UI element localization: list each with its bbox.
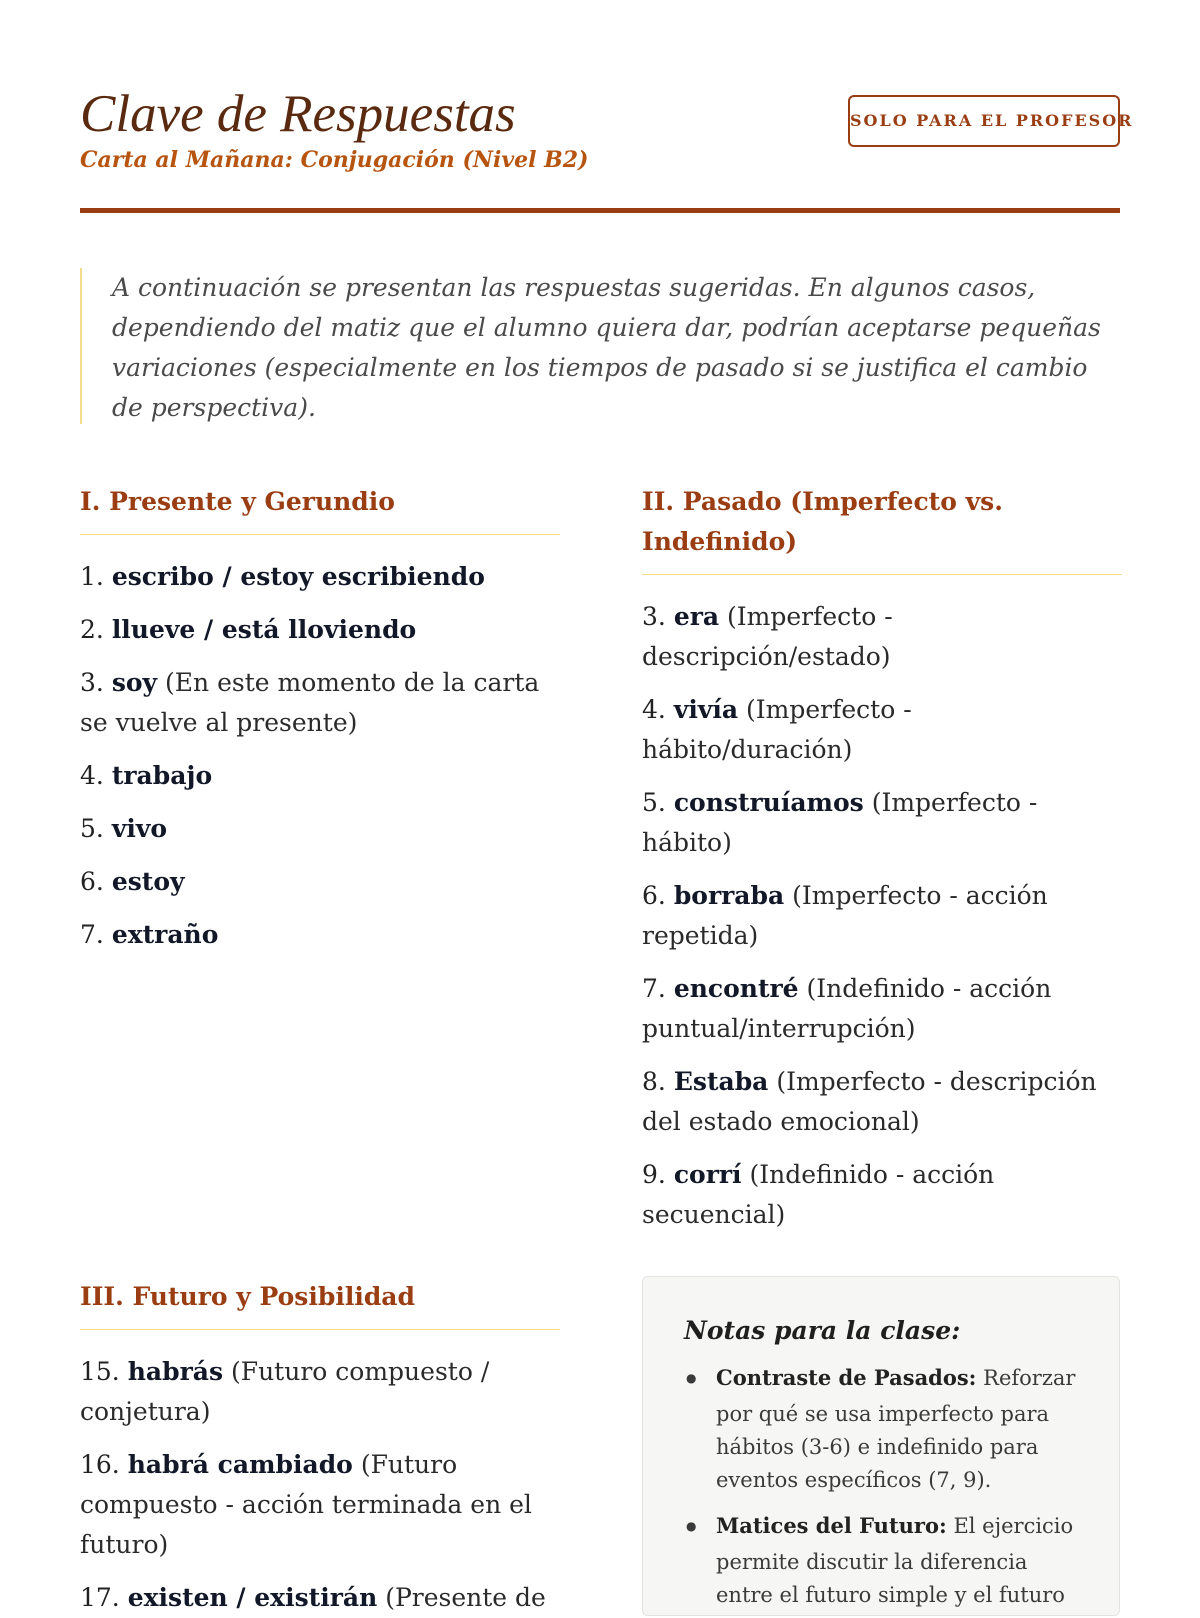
answer-list: [642, 597, 1122, 1235]
answer-text: habrá cambiado: [127, 1450, 353, 1479]
answer-text: vivía: [673, 695, 739, 724]
notes-title: Notas para la clase:: [684, 1316, 961, 1345]
answer-note: (Futuro compuesto / conjetura): [80, 1357, 490, 1426]
answer-item: [642, 1062, 1122, 1142]
answer-item: [642, 876, 1122, 956]
answer-text: llueve / está lloviendo: [111, 615, 417, 644]
answer-text: estoy: [111, 867, 185, 896]
answer-note: (Indefinido - acción secuencial): [642, 1160, 995, 1229]
answer-item: [80, 862, 560, 902]
answer-number: 4.: [80, 761, 104, 790]
teacher-only-badge: SOLO PARA EL PROFESOR: [848, 95, 1120, 147]
answer-note: (Presente de: [385, 1583, 546, 1612]
answer-item: [642, 783, 1122, 863]
section-heading: II. Pasado (Imperfecto vs. Indefinido): [642, 482, 1122, 575]
answer-number: 15.: [80, 1357, 120, 1386]
answer-item: [80, 1578, 560, 1618]
bullet-icon: [684, 1510, 716, 1546]
answer-item: [80, 557, 560, 597]
answer-note: (Imperfecto - descripción/estado): [642, 602, 893, 671]
answer-text: corrí: [673, 1160, 742, 1189]
answer-number: 1.: [80, 562, 104, 591]
answer-item: [642, 969, 1122, 1049]
answer-number: 6.: [642, 881, 666, 910]
answer-number: 3.: [642, 602, 666, 631]
answer-number: 16.: [80, 1450, 120, 1479]
answer-number: 3.: [80, 668, 104, 697]
answer-text: habrás: [127, 1357, 224, 1386]
answer-list: [80, 1352, 560, 1618]
answer-number: 9.: [642, 1160, 666, 1189]
answer-note: (En este momento de la carta se vuelve al presente): [80, 668, 540, 737]
notes-item-lead: Matices del Futuro:: [716, 1513, 947, 1538]
answer-number: 5.: [80, 814, 104, 843]
answer-text: encontré: [673, 974, 799, 1003]
answer-number: 6.: [80, 867, 104, 896]
answer-note: (Futuro compuesto - acción terminada en el futuro): [80, 1450, 532, 1559]
section-presente: [80, 482, 560, 955]
answer-text: trabajo: [111, 761, 213, 790]
page-title: Clave de Respuestas: [80, 85, 516, 143]
answer-note: (Imperfecto - hábito): [642, 788, 1038, 857]
notes-list: [684, 1361, 1079, 1612]
answer-item: [80, 915, 560, 955]
answer-number: 17.: [80, 1583, 120, 1612]
answer-item: [642, 690, 1122, 770]
answer-item: [642, 597, 1122, 677]
answer-text: vivo: [111, 814, 168, 843]
answer-key-page: [80, 0, 1134, 1612]
answer-list: [80, 557, 560, 955]
answer-text: existen / existirán: [127, 1583, 378, 1612]
answer-number: 7.: [642, 974, 666, 1003]
answer-item: [80, 610, 560, 650]
intro-note: A continuación se presentan las respuestas sugeridas. En algunos casos, dependiendo del matiz que el alumno quiera dar, podrían aceptarse pequeñas variaciones (especialmente en los tiempos de pasado si se justifica el cambio de perspectiva).: [80, 268, 1120, 424]
answer-text: borraba: [673, 881, 785, 910]
notes-item-text: Reforzar por qué se usa imperfecto para hábitos (3-6) e indefinido para eventos específicos (7, 9).: [716, 1366, 1076, 1492]
answer-text: soy: [111, 668, 158, 697]
notes-item-text: El ejercicio permite discutir la diferencia entre el futuro simple y el futuro: [716, 1514, 1074, 1607]
answer-item: [642, 1155, 1122, 1235]
answer-text: escribo / estoy escribiendo: [111, 562, 485, 591]
page-subtitle: Carta al Mañana: Conjugación (Nivel B2): [80, 147, 589, 173]
notes-item-lead: Contraste de Pasados:: [716, 1365, 977, 1390]
bullet-icon: [684, 1362, 716, 1398]
answer-text: Estaba: [673, 1067, 769, 1096]
section-pasado: [642, 482, 1122, 1235]
answer-item: [80, 1445, 560, 1565]
section-heading: III. Futuro y Posibilidad: [80, 1277, 560, 1330]
answer-item: [80, 809, 560, 849]
answer-number: 4.: [642, 695, 666, 724]
answer-number: 7.: [80, 920, 104, 949]
answer-item: [80, 663, 560, 743]
answer-number: 2.: [80, 615, 104, 644]
answer-number: 8.: [642, 1067, 666, 1096]
notes-item: [684, 1361, 1079, 1497]
answer-text: era: [673, 602, 720, 631]
answer-note: (Indefinido - acción puntual/interrupción): [642, 974, 1052, 1043]
answer-text: construíamos: [673, 788, 864, 817]
answer-number: 5.: [642, 788, 666, 817]
header-divider: [80, 208, 1120, 213]
answer-note: (Imperfecto - hábito/duración): [642, 695, 912, 764]
answer-item: [80, 756, 560, 796]
notes-item: [684, 1509, 1079, 1612]
section-futuro: [80, 1277, 560, 1618]
answer-note: (Imperfecto - acción repetida): [642, 881, 1048, 950]
answer-text: extraño: [111, 920, 219, 949]
answer-item: [80, 1352, 560, 1432]
answer-note: (Imperfecto - descripción del estado emocional): [642, 1067, 1097, 1136]
header: [80, 80, 1134, 212]
section-heading: I. Presente y Gerundio: [80, 482, 560, 535]
class-notes-box: [642, 1276, 1120, 1616]
